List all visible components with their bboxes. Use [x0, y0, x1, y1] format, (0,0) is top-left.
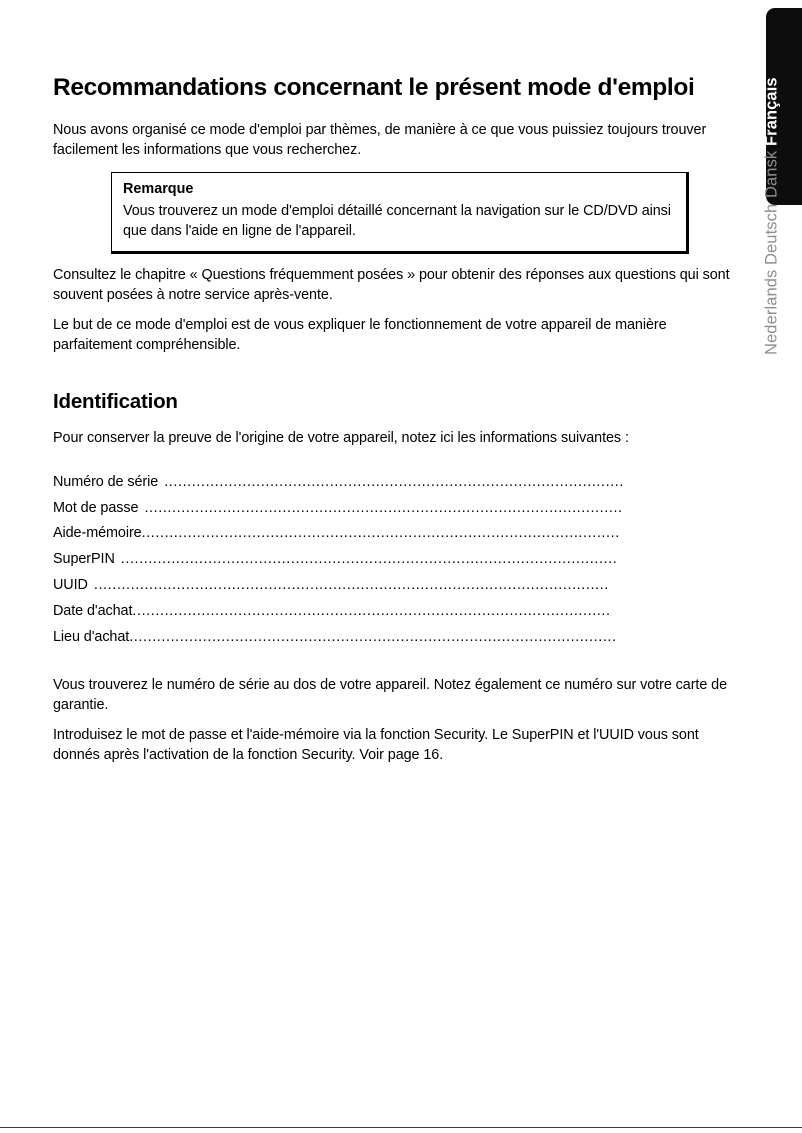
purpose-paragraph: Le but de ce mode d'emploi est de vous expliquer le fonctionnement de votre appareil de manière parfaitement compréhensible.: [53, 317, 667, 353]
identification-paragraph: Pour conserver la preuve de l'origine de votre appareil, notez ici les informations suivantes :: [53, 430, 629, 447]
field-label: UUID: [53, 577, 88, 594]
section-heading-identification: Identification: [53, 389, 178, 413]
field-row-superpin[interactable]: [53, 552, 685, 578]
intro-paragraph: Nous avons organisé ce mode d'emploi par thèmes, de manière à ce que vous puissiez toujours trouver facilement les informations que vous recherchez.: [53, 122, 707, 159]
field-dot-leader: ............................................................................................................: [120, 552, 618, 567]
language-tab-francais[interactable]: Français: [762, 77, 781, 147]
note-body: Vous trouverez un mode d'emploi détaillé concernant la navigation sur le CD/DVD ainsi que dans l'aide en ligne de l'appareil.: [123, 203, 671, 240]
language-tab-labels: [756, 0, 802, 360]
field-label: Date d'achat: [53, 603, 133, 620]
page-content: [53, 74, 749, 765]
field-row-purchase-place[interactable]: [53, 630, 685, 656]
language-tab-dansk[interactable]: Dansk: [762, 151, 781, 199]
note-callout: [111, 172, 689, 255]
note-callout-wrapper: [53, 172, 749, 255]
language-tab-deutsch[interactable]: Deutsch: [762, 203, 781, 265]
page-title: Recommandations concernant le présent mode d'emploi: [53, 74, 695, 101]
language-tab-nederlands[interactable]: Nederlands: [762, 269, 781, 355]
field-dot-leader: ........................................................................................................: [132, 604, 611, 619]
note-title: Remarque: [123, 180, 194, 197]
field-row-password[interactable]: [53, 501, 685, 527]
field-dot-leader: ..........................................................................................................: [129, 630, 617, 645]
faq-paragraph: Consultez le chapitre « Questions fréquemment posées » pour obtenir des réponses aux questions qui sont souvent posées à notre service après-vente.: [53, 267, 730, 303]
field-label: Numéro de série: [53, 473, 159, 490]
field-row-uuid[interactable]: [53, 578, 685, 604]
security-paragraph: Introduisez le mot de passe et l'aide-mémoire via la fonction Security. Le SuperPIN et l'UUID vous sont donnés après l'activation de la fonction Security. Voir page 16.: [53, 727, 699, 763]
field-dot-leader: ....................................................................................................: [164, 474, 625, 490]
field-label: Aide-mémoire: [53, 525, 142, 542]
field-dot-leader: ................................................................................................................: [93, 578, 609, 593]
field-row-memory-aid[interactable]: [53, 526, 685, 552]
footer-divider: [0, 1127, 802, 1128]
language-tab-strip: [756, 0, 802, 1133]
field-dot-leader: ........................................................................................................: [141, 526, 620, 541]
field-row-serial-number[interactable]: [53, 475, 685, 501]
field-label: Lieu d'achat: [53, 629, 130, 646]
identification-field-list: [53, 475, 685, 656]
field-row-purchase-date[interactable]: [53, 604, 685, 630]
field-dot-leader: ........................................................................................................: [144, 500, 623, 515]
field-label: Mot de passe: [53, 499, 139, 516]
serial-number-paragraph: Vous trouverez le numéro de série au dos de votre appareil. Notez également ce numéro sur votre carte de garantie.: [53, 677, 728, 713]
field-label: SuperPIN: [53, 551, 115, 568]
